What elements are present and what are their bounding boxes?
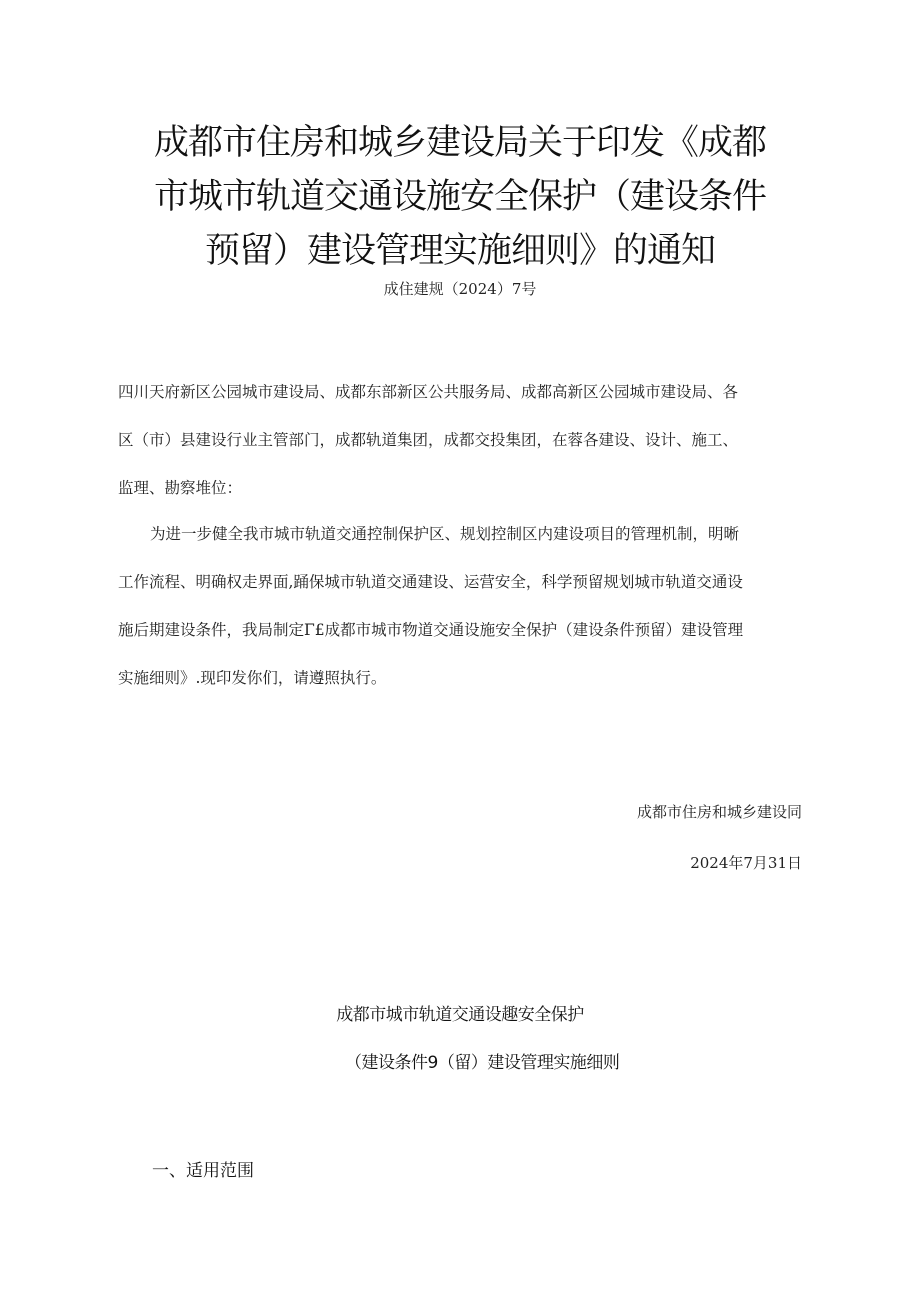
body-line-3: 施后期建设条件，我局制定Γ£成都市城市物道交通设施安全保护（建设条件预留）建设管理 (118, 621, 744, 639)
title-line-2: 市城市轨道交通设施安全保护（建设条件 (153, 177, 766, 217)
section-heading: 一、适用范围 (152, 1161, 254, 1181)
document-title (110, 116, 810, 278)
issuer-signature: 成都市住房和城乡建设同 (636, 803, 802, 821)
body-paragraph (118, 510, 818, 702)
recipients-line-2: 区（市）县建设行业主管部门，成都轨道集团，成都交投集团，在蓉各建设、设计、施工、 (118, 431, 739, 449)
attachment-title-line-1: 成都市城市轨道交通设趣安全保护 (336, 1005, 584, 1025)
title-line-1: 成都市住房和城乡建设局关于印发《成都 (153, 123, 766, 163)
body-line-4: 实施细则》.现印发你们，请遵照执行。 (118, 669, 387, 687)
recipients-line-1: 四川天府新区公园城市建设局、成都东部新区公共服务局、成都高新区公园城市建设局、各 (118, 383, 739, 401)
title-line-3: 预留）建设管理实施细则》的通知 (204, 231, 715, 271)
recipients-line-3: 监理、勘察堆位： (118, 479, 243, 497)
body-line-2: 工作流程、明确权走界面,踊保城市轨道交通建设、运营安全，科学预留规划城市轨道交通设 (118, 573, 743, 591)
recipients-block (118, 368, 818, 512)
document-number: 成住建规（2024）7号 (383, 280, 537, 298)
issue-date: 2024年7月31日 (690, 854, 802, 872)
body-line-1: 为进一步健全我市城市轨道交通控制保护区、规划控制区内建设项目的管理机制，明晰 (150, 525, 740, 543)
attachment-title-line-2: （建设条件9（留）建设管理实施细则 (345, 1053, 620, 1073)
